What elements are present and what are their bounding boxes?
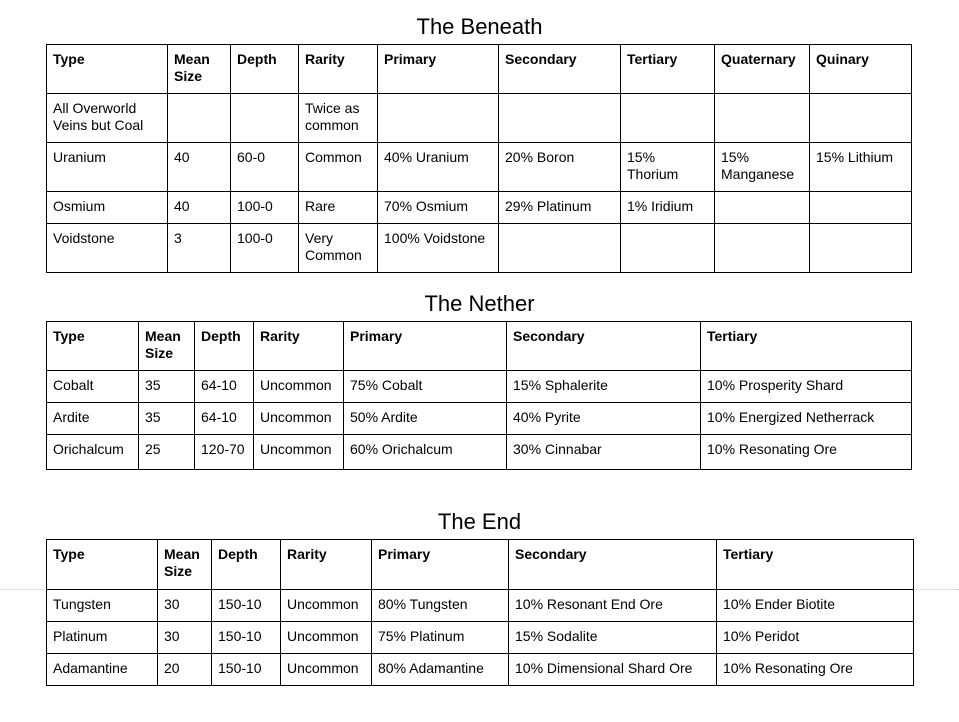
cell-depth: 150-10	[212, 590, 281, 622]
cell-depth: 64-10	[195, 371, 254, 403]
col-header-primary: Primary	[378, 45, 499, 94]
cell-mean-size: 25	[139, 435, 195, 470]
cell-depth: 100-0	[231, 224, 299, 273]
cell-quinary	[810, 224, 912, 273]
table-row	[47, 192, 912, 224]
cell-rarity: Uncommon	[281, 654, 372, 686]
col-header-tertiary: Tertiary	[621, 45, 715, 94]
cell-rarity: Uncommon	[254, 435, 344, 470]
cell-type: Tungsten	[47, 590, 158, 622]
cell-depth	[231, 94, 299, 143]
col-header-tertiary: Tertiary	[701, 322, 912, 371]
cell-tertiary: 10% Resonating Ore	[701, 435, 912, 470]
cell-primary: 80% Adamantine	[372, 654, 509, 686]
cell-secondary: 15% Sodalite	[509, 622, 717, 654]
cell-secondary: 10% Dimensional Shard Ore	[509, 654, 717, 686]
cell-type: Uranium	[47, 143, 168, 192]
table-row	[47, 590, 914, 622]
cell-secondary: 30% Cinnabar	[507, 435, 701, 470]
col-header-mean-size: Mean Size	[158, 540, 212, 590]
cell-quaternary	[715, 192, 810, 224]
cell-secondary: 40% Pyrite	[507, 403, 701, 435]
cell-type: Adamantine	[47, 654, 158, 686]
nether-table	[46, 321, 912, 470]
cell-tertiary: 10% Ender Biotite	[717, 590, 914, 622]
col-header-secondary: Secondary	[509, 540, 717, 590]
col-header-depth: Depth	[231, 45, 299, 94]
cell-primary: 75% Platinum	[372, 622, 509, 654]
table-header-row	[47, 45, 912, 94]
cell-primary: 60% Orichalcum	[344, 435, 507, 470]
cell-mean-size	[168, 94, 231, 143]
cell-mean-size: 3	[168, 224, 231, 273]
table-row	[47, 403, 912, 435]
col-header-primary: Primary	[344, 322, 507, 371]
col-header-tertiary: Tertiary	[717, 540, 914, 590]
beneath-table	[46, 44, 912, 273]
col-header-rarity: Rarity	[281, 540, 372, 590]
table-header-row	[47, 322, 912, 371]
cell-mean-size: 35	[139, 403, 195, 435]
cell-tertiary: 10% Prosperity Shard	[701, 371, 912, 403]
col-header-type: Type	[47, 45, 168, 94]
cell-depth: 64-10	[195, 403, 254, 435]
cell-type: Osmium	[47, 192, 168, 224]
cell-depth: 120-70	[195, 435, 254, 470]
cell-secondary: 10% Resonant End Ore	[509, 590, 717, 622]
col-header-mean-size: Mean Size	[139, 322, 195, 371]
cell-primary: 70% Osmium	[378, 192, 499, 224]
cell-primary	[378, 94, 499, 143]
cell-tertiary: 10% Resonating Ore	[717, 654, 914, 686]
cell-secondary: 20% Boron	[499, 143, 621, 192]
cell-quaternary	[715, 224, 810, 273]
table-row	[47, 371, 912, 403]
cell-quaternary: 15% Manganese	[715, 143, 810, 192]
cell-tertiary: 10% Peridot	[717, 622, 914, 654]
cell-tertiary	[621, 94, 715, 143]
table-row	[47, 654, 914, 686]
end-table	[46, 539, 914, 686]
cell-rarity: Common	[299, 143, 378, 192]
cell-rarity: Uncommon	[254, 403, 344, 435]
cell-type: Voidstone	[47, 224, 168, 273]
cell-tertiary	[621, 224, 715, 273]
cell-type: Orichalcum	[47, 435, 139, 470]
cell-mean-size: 30	[158, 590, 212, 622]
cell-type: Platinum	[47, 622, 158, 654]
col-header-depth: Depth	[212, 540, 281, 590]
cell-tertiary: 1% Iridium	[621, 192, 715, 224]
cell-tertiary: 10% Energized Netherrack	[701, 403, 912, 435]
cell-rarity: Rare	[299, 192, 378, 224]
col-header-rarity: Rarity	[299, 45, 378, 94]
table-header-row	[47, 540, 914, 590]
table-title-end: The End	[437, 509, 522, 534]
cell-depth: 150-10	[212, 654, 281, 686]
cell-mean-size: 40	[168, 143, 231, 192]
col-header-rarity: Rarity	[254, 322, 344, 371]
col-header-primary: Primary	[372, 540, 509, 590]
cell-quaternary	[715, 94, 810, 143]
cell-rarity: Uncommon	[281, 622, 372, 654]
cell-depth: 150-10	[212, 622, 281, 654]
col-header-secondary: Secondary	[499, 45, 621, 94]
col-header-depth: Depth	[195, 322, 254, 371]
cell-mean-size: 40	[168, 192, 231, 224]
cell-mean-size: 30	[158, 622, 212, 654]
col-header-type: Type	[47, 322, 139, 371]
cell-mean-size: 35	[139, 371, 195, 403]
col-header-quinary: Quinary	[810, 45, 912, 94]
cell-secondary	[499, 94, 621, 143]
cell-quinary	[810, 192, 912, 224]
cell-primary: 40% Uranium	[378, 143, 499, 192]
cell-secondary: 29% Platinum	[499, 192, 621, 224]
cell-depth: 100-0	[231, 192, 299, 224]
col-header-mean-size: Mean Size	[168, 45, 231, 94]
cell-type: Cobalt	[47, 371, 139, 403]
cell-secondary: 15% Sphalerite	[507, 371, 701, 403]
cell-depth: 60-0	[231, 143, 299, 192]
col-header-secondary: Secondary	[507, 322, 701, 371]
cell-rarity: Very Common	[299, 224, 378, 273]
col-header-type: Type	[47, 540, 158, 590]
table-title-beneath: The Beneath	[416, 14, 543, 39]
table-row	[47, 435, 912, 470]
cell-primary: 100% Voidstone	[378, 224, 499, 273]
cell-primary: 75% Cobalt	[344, 371, 507, 403]
table-row	[47, 94, 912, 143]
cell-tertiary: 15% Thorium	[621, 143, 715, 192]
cell-rarity: Uncommon	[254, 371, 344, 403]
cell-quinary	[810, 94, 912, 143]
col-header-quaternary: Quaternary	[715, 45, 810, 94]
cell-type: All Overworld Veins but Coal	[47, 94, 168, 143]
table-row	[47, 622, 914, 654]
cell-type: Ardite	[47, 403, 139, 435]
table-row	[47, 143, 912, 192]
cell-primary: 50% Ardite	[344, 403, 507, 435]
cell-secondary	[499, 224, 621, 273]
table-row	[47, 224, 912, 273]
cell-mean-size: 20	[158, 654, 212, 686]
cell-primary: 80% Tungsten	[372, 590, 509, 622]
cell-rarity: Uncommon	[281, 590, 372, 622]
cell-rarity: Twice as common	[299, 94, 378, 143]
cell-quinary: 15% Lithium	[810, 143, 912, 192]
table-title-nether: The Nether	[424, 291, 535, 316]
